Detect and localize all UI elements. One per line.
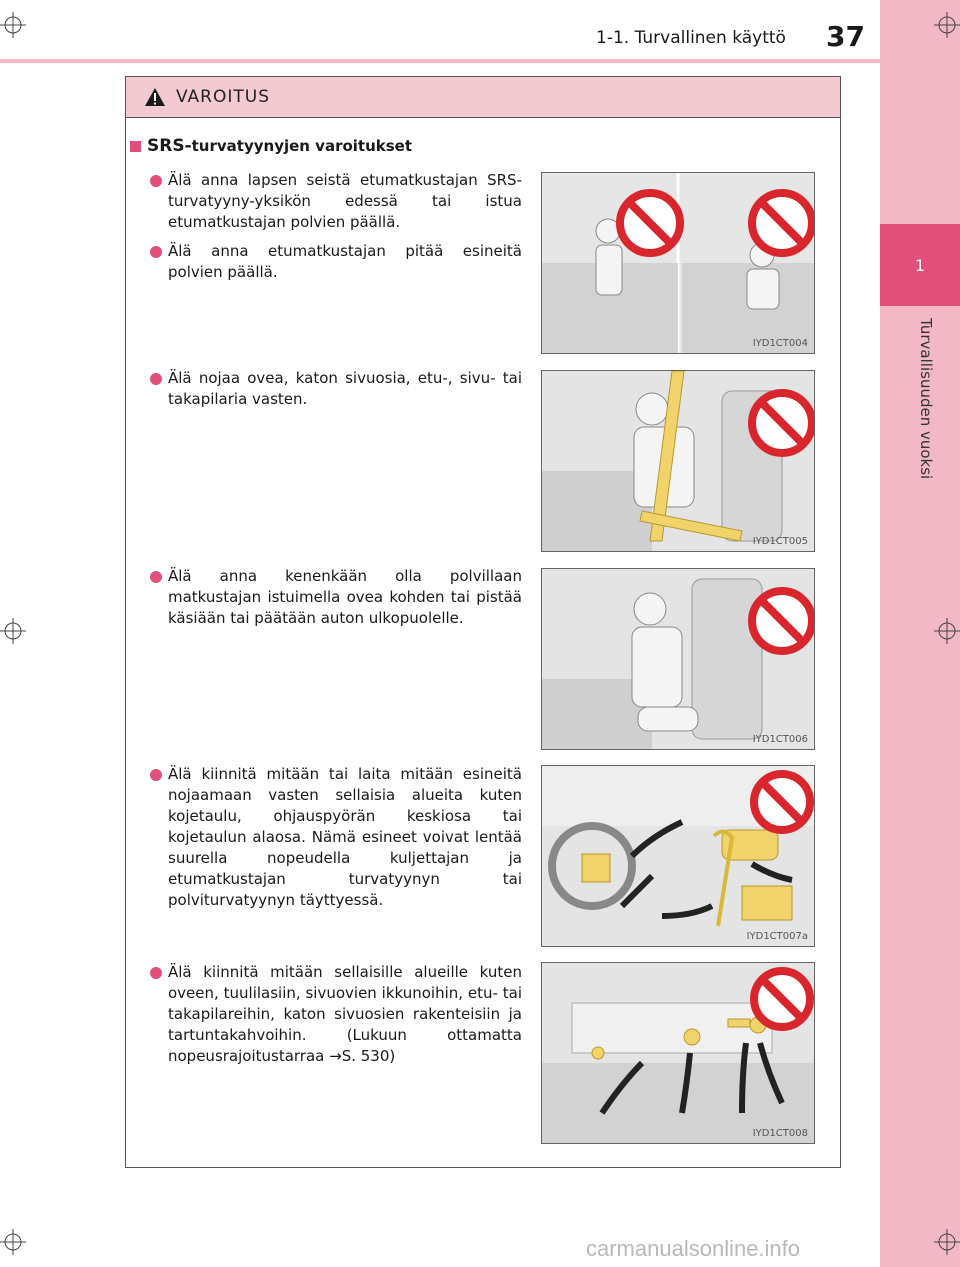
section-heading-sub: turvatyynyjen varoitukset [191, 137, 413, 155]
list-item-text: Älä anna lapsen seistä etumatkustajan SRS-turvatyyny-yksikön edessä tai istua etumatkustajan polvien päällä. [168, 171, 522, 231]
warning-triangle-icon [144, 87, 166, 107]
list-item [150, 566, 522, 629]
bullet-dot-icon [150, 373, 162, 385]
section-heading-main: SRS- [147, 136, 192, 156]
figure-code: IYD1CT004 [752, 338, 808, 349]
list-item [150, 170, 522, 233]
list-item-text: Älä anna etumatkustajan pitää esineitä polvien päällä. [168, 242, 522, 281]
chapter-tab[interactable] [880, 224, 960, 306]
illustration-dashboard-objects [541, 765, 815, 947]
figure-code: IYD1CT005 [752, 536, 808, 547]
warning-header [126, 77, 840, 118]
list-item [150, 368, 522, 410]
bullet-dot-icon [150, 246, 162, 258]
crop-mark-icon [0, 618, 26, 644]
illustration-child-front-seat [541, 172, 815, 354]
car-interior-illustration [542, 766, 814, 946]
prohibition-icon [620, 193, 680, 253]
list-item-text: Älä kiinnitä mitään tai laita mitään esineitä nojaamaan vasten sellaisia alueita kuten kojetaulu, ohjauspyörän keskiosa tai kojetaulun alaosa. Nämä esineet voivat lentää suurella nopeudella kuljettajan ja etumatkustajan turvatyynyn tai polviturvatyynyn täyttyessä. [168, 765, 522, 909]
chapter-label: Turvallisuuden vuoksi [917, 318, 935, 480]
page-number: 37 [826, 20, 865, 53]
figure-code: IYD1CT006 [752, 734, 808, 745]
crop-mark-icon [934, 618, 960, 644]
car-interior-illustration [542, 569, 814, 749]
prohibition-icon [754, 971, 810, 1027]
bullet-dot-icon [150, 175, 162, 187]
crop-mark-icon [934, 12, 960, 38]
list-item [150, 962, 522, 1067]
crop-mark-icon [934, 1229, 960, 1255]
list-item-text: Älä anna kenenkään olla polvillaan matkustajan istuimella ovea kohden tai pistää käsiään tai päätään auton ulkopuolelle. [168, 567, 522, 627]
prohibition-icon [752, 193, 812, 253]
crop-mark-icon [0, 1229, 26, 1255]
section-heading [130, 136, 412, 156]
header-rule [0, 59, 880, 63]
watermark[interactable]: carmanualsonline.info [586, 1236, 801, 1261]
prohibition-icon [754, 774, 810, 830]
chapter-number: 1 [914, 255, 926, 275]
illustration-leaning-door [541, 370, 815, 552]
crop-mark-icon [0, 12, 26, 38]
section-header: 1-1. Turvallinen käyttö [596, 28, 786, 48]
figure-code: IYD1CT007a [746, 931, 808, 942]
illustration-windshield-objects [541, 962, 815, 1144]
list-item [150, 241, 522, 283]
bullet-dot-icon [150, 769, 162, 781]
figure-code: IYD1CT008 [752, 1128, 808, 1139]
list-item [150, 764, 522, 911]
prohibition-icon [752, 591, 812, 651]
prohibition-icon [752, 393, 812, 453]
car-interior-illustration [542, 173, 814, 353]
square-bullet-icon [130, 141, 141, 152]
warning-title: VAROITUS [176, 87, 270, 107]
list-item-text: Älä kiinnitä mitään sellaisille alueille kuten oveen, tuulilasiin, sivuovien ikkunoihin, etu- tai takapilareihin, katon sivuosien rakenteisiin ja tartuntakahvoihin. (Lukuun ottamatta nopeusrajoitustarraa →S. 530) [168, 963, 522, 1065]
illustration-kneeling-seat [541, 568, 815, 750]
bullet-dot-icon [150, 571, 162, 583]
car-interior-illustration [542, 371, 814, 551]
bullet-dot-icon [150, 967, 162, 979]
list-item-text: Älä nojaa ovea, katon sivuosia, etu-, sivu- tai takapilaria vasten. [168, 369, 522, 408]
car-interior-illustration [542, 963, 814, 1143]
